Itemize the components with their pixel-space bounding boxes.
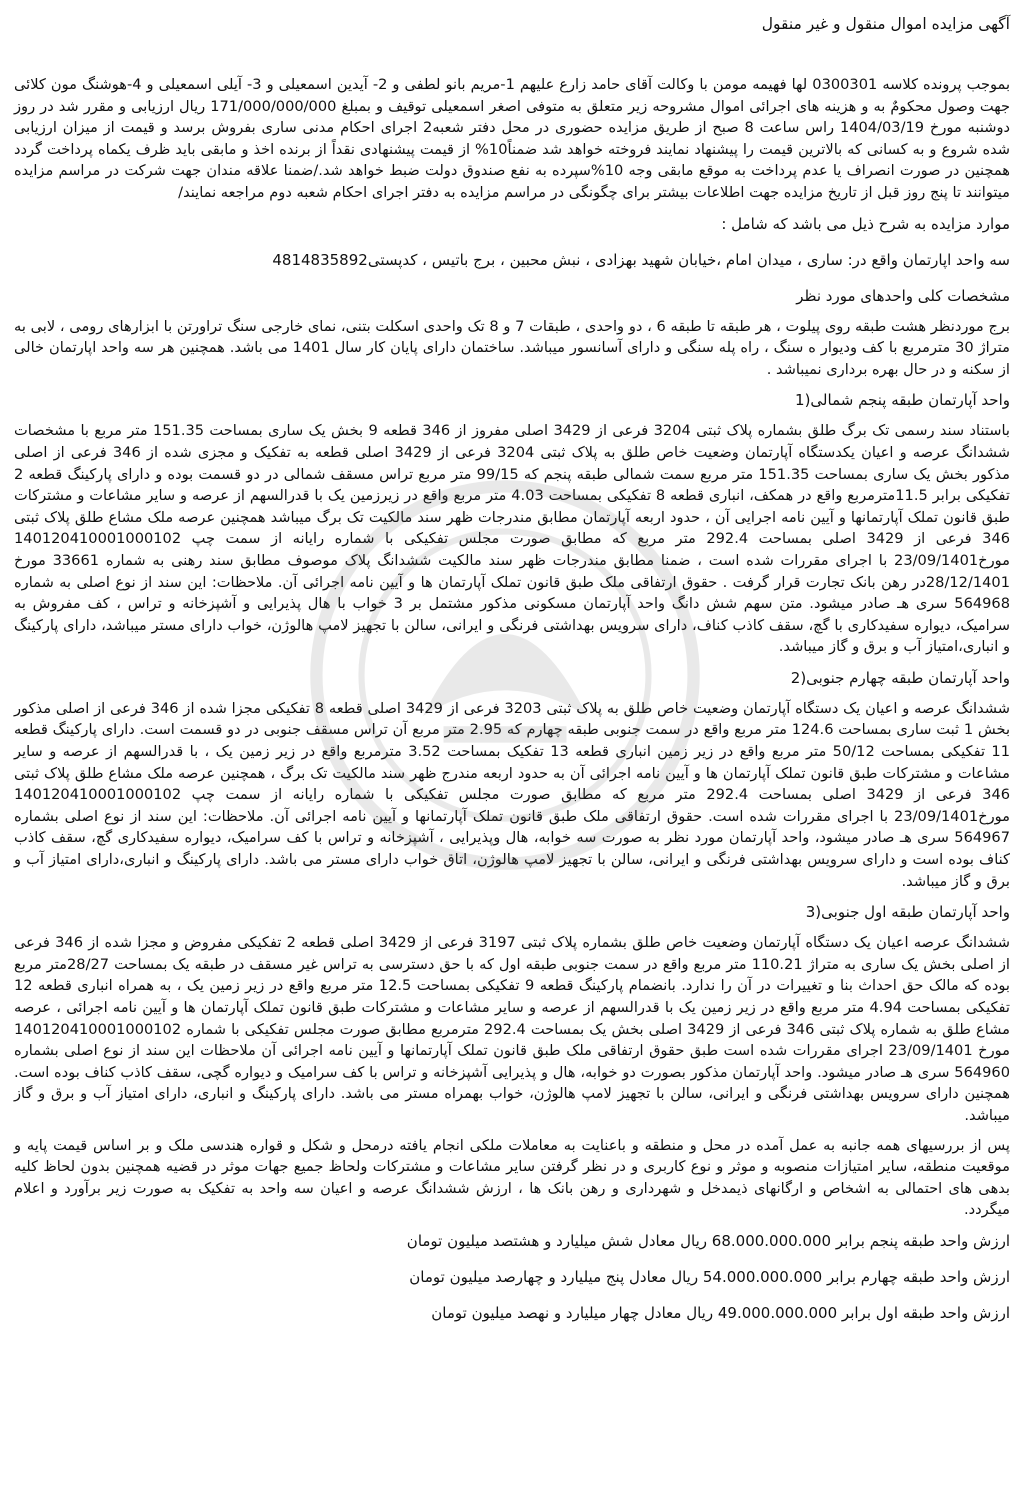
intro-paragraph: بموجب پرونده کلاسه 0300301 لها فهیمه مومن با وکالت آقای حامد زارع علیهم 1-مریم بانو لطفی و 2- آیدین اسمعیلی و 3- آیلی اسمعیلی و 4-هوشنگ مون کلائی جهت وصول محکومٌ به و هزینه های اجرائی اموال مشروحه زیر متعلق به متوفی اصغر اسمعیلی توقیف و بمبلغ 171/000/000/000 ریال ارزیابی و مقرر شد در روز دوشنبه مورخ 1404/03/19 راس ساعت 8 صبح از طریق مزایده حضوری در محل دفتر شعبه2 اجرای احکام مدنی ساری بفروش برسد و قیمت از میزان ارزیابی شده شروع و به کسانی که بالاترین قیمت را پیشنهاد نمایند فروخته خواهد شد ضمناً10% از قیمت پیشنهادی نقداً از برنده اخذ و مابقی باید ظرف یکماه پرداخت گردد همچنین در صورت انصراف یا عدم پرداخت به موقع مابقی وجه 10%سپرده به نفع صندوق دولت ضبط خواهد شد./ضمنا علاقه مندان جهت شرکت در مراسم مزایده میتوانند تا پنج روز قبل از تاریخ مزایده جهت اطلاعات بیشتر برای چگونگی در مراسم مزایده به دفتر اجرای احکام شعبه دوم مراجعه نمایند/ [14,76,1011,201]
general-specs-heading: مشخصات کلی واحدهای مورد نظر [796,286,1010,305]
property-location: سه واحد اپارتمان واقع در: ساری ، میدان امام ،خیابان شهید بهزادی ، نبش محبین ، برج باتیس ، کدپستی4814835892 [272,250,1010,269]
valuation-unit-4th: ارزش واحد طبقه چهارم برابر 54.000.000.000 ریال معادل پنج میلیارد و چهارصد میلیون تومان [409,1267,1010,1286]
page-title: آگهی مزایده اموال منقول و غیر منقول [761,15,1010,33]
unit-3-heading: واحد آپارتمان طبقه اول جنوبی(3 [805,903,1010,922]
assessment-paragraph: پس از بررسیهای همه جانبه به عمل آمده در محل و منطقه و باعنایت به معاملات ملکی انجام یافته درمحل و شکل و قواره هندسی ملک و بر اساس قیمت پایه و موقعیت منطقه، سایر امتیازات منصوبه و موثر و نوع کاربری و در نظر گرفتن سایر مشاعات و مشترکات ولحاظ جمیع جهات موثر در قضیه همچنین بدون لحاظ کلیه بدهی های احتمالی به اشخاص و ارگانهای ذیمدخل و شهرداری و رهن بانک ها ، ارزش ششدانگ عرصه و اعیان سه واحد به تفکیک به صورت زیر برآورد و اعلام میگردد. [14,1136,1010,1219]
valuation-unit-5th: ارزش واحد طبقه پنجم برابر 68.000.000.000 ریال معادل شش میلیارد و هشتصد میلیون تومان [406,1231,1010,1250]
unit-1-heading: واحد آپارتمان طبقه پنجم شمالی(1 [795,391,1010,410]
unit-2-heading: واحد آپارتمان طبقه چهارم جنوبی(2 [790,668,1010,687]
valuation-list [14,1229,1010,1325]
unit-3-text: ششدانگ عرصه اعیان یک دستگاه آپارتمان وضعیت خاص طلق بشماره پلاک ثبتی 3197 فرعی از 3429 اصلی قطعه 2 تفکیکی مفروض و مجزا شده از 346 فرعی از اصلی بخش یک ساری به متراژ 110.21 متر مربع واقع در سمت جنوبی طبقه اول که با حق دسترسی به تراس غیر مسقف در طبقه یک بمساحت 28/27متر مربع بوده که مالک حق احداث بنا و تغییرات در آن را ندارد. بانضمام پارکینگ قطعه 9 تفکیکی بمساحت 12.5 متر مربع واقع در زیر زمین یک ، به همراه انباری قطعه 12 تفکیکی بمساحت 4.94 متر مربع واقع در زیر زمین یک با قدرالسهم از عرصه و سایر مشاعات و مشترکات طبق قانون تملک آپارتمان ها و آیین نامه اجرائی ، عرصه مشاع طلق به شماره پلاک ثبتی 346 فرعی از 3429 اصلی بخش یک بمساحت 292.4 مترمربع مطابق صورت مجلس تفکیکی با شماره 140120410001000102 مورخ 23/09/1401 اجرای مقررات شده است طبق حقوق ارتفاقی ملک طبق قانون تملک آپارتمانها و آیین نامه اجرائی آن ملاحظات این سند از نوع اصلی بشماره 564960 سری هـ صادر میشود. واحد آپارتمان مذکور بصورت دو خوابه، هال و پذیرایی آشپزخانه و تراس با کف سرامیک و دیواره گچی، سقف کاذب کناف بوده است. همچنین دارای سرویس بهداشتی فرنگی و ایرانی، سالن با تجهیز لامپ هالوژن، خواب بهمراه مستر می باشد. دارای پارکینگ و انباری، دارای امتیاز آب و برق و گاز میباشد. [14,934,1011,1124]
valuation-unit-1st: ارزش واحد طبقه اول برابر 49.000.000.000 ریال معادل چهار میلیارد و نهصد میلیون تومان [431,1303,1010,1322]
general-specs-text: برج موردنظر هشت طبقه روی پیلوت ، هر طبقه تا طبقه 6 ، دو واحدی ، طبقات 7 و 8 تک واحدی اسکلت بتنی، نمای خارجی سنگ تراورتن با ابزارهای رومی ، لابی به متراژ 30 مترمربع با کف ودیوار ه سنگ ، راه پله سنگی و دارای آسانسور میباشد. ساختمان دارای پایان کار سال 1401 می باشد. همچنین هر سه واحد اپارتمان خالی از سکنه و در حال بهره برداری نمیباشد . [14,317,1010,378]
unit-1-text: باستناد سند رسمی تک برگ طلق بشماره پلاک ثبتی 3204 فرعی از 3429 اصلی مفروز از 346 قطعه 9 بخش یک ساری بمساحت 151.35 متر مربع با مشخصات ششدانگ عرصه و اعیان یکدستگاه آپارتمان وضعیت خاص طلق به پلاک ثبتی 3204 فرعی از 3429 اصلی قطعه به تفکیک و مجزی شده از 346 فرعی از اصلی مذکور بخش یک ساری بمساحت 151.35 متر مربع سمت شمالی طبقه پنجم که 99/15 متر مربع تراس مسقف شمالی در دو قسمت بوده و دارای پارکینگ قطعه 2 تفکیکی برابر 11.5مترمربع واقع در همکف، انباری قطعه 8 تفکیکی بمساحت 4.03 متر مربع واقع در زیرزمین یک با قدرالسهم از عرصه و سایر مشاعات و مشترکات طبق قانون تملک آپارتمانها و آیین نامه اجرایی آن ، حدود اربعه آپارتمان مطابق مندرجات ظهر سند مالکیت تک برگ میباشد همچنین عرصه ملک مشاع طلق پلاک ثبتی 346 فرعی از 3429 اصلی بمساحت 292.4 متر مربع که مطابق صورت مجلس تفکیکی با شماره رایانه از سمت چپ 140120410001000102 مورخ23/09/1401 با اجرای مقررات شده است ، ضمنا مطابق مندرجات ظهر سند مالکیت ششدانگ پلاک موصوف مطابق سند رهنی به شماره 33661 مورخ 28/12/1401در رهن بانک تجارت قرار گرفت . حقوق ارتفاقی ملک طبق قانون تملک آپارتمان ها و آیین نامه اجرائی آن. ملاحظات: این سند از نوع اصلی به شماره 564968 سری هـ صادر میشود. متن سهم شش دانگ واحد آپارتمان مسکونی مذکور مشتمل بر 3 خواب با هال پذیرایی و آشپزخانه و تراس ، کف مفروش به سرامیک، دیواره سفیدکاری با گچ، سقف کاذب کناف، دارای سرویس بهداشتی فرنگی و ایرانی، سالن با تجهیز لامپ هالوژن، خواب دارای مستر میباشد، دارای پارکینگ و انباری،امتیاز آب و برق و گاز میباشد. [14,422,1011,656]
items-intro: موارد مزایده به شرح ذیل می باشد که شامل : [721,214,1010,233]
unit-2-text: ششدانگ عرصه و اعیان یک دستگاه آپارتمان وضعیت خاص طلق به پلاک ثبتی 3203 فرعی از 3429 اصلی قطعه 8 تفکیکی مجزا شده از 346 فرعی از اصلی مذکور بخش 1 ثبت ساری بمساحت 124.6 متر مربع واقع در سمت جنوبی طبقه چهارم که 2.95 متر مربع آن تراس مسقف جنوبی در دو قسمت است. دارای پارکینگ قطعه 11 تفکیکی بمساحت 50/12 متر مربع واقع در زیر زمین انباری قطعه 13 تفکیک بمساحت 3.52 مترمربع واقع در زیر زمین یک ، با قدرالسهم از عرصه و سایر مشاعات و مشترکات طبق قانون تملک آپارتمان ها و آیین نامه اجرائی آن به حدود اربعه مندرج ظهر سند مالکیت تک برگ ، همچنین عرصه ملک مشاع طلق پلاک ثبتی 346 فرعی از 3429 اصلی بمساحت 292.4 متر مربع که مطابق صورت مجلس تفکیکی با شماره رایانه از سمت چپ 140120410001000102 مورخ23/09/1401 با اجرای مقررات شده است. حقوق ارتفاقی ملک طبق قانون تملک آپارتمانها و آیین نامه اجرائی آن. ملاحظات: این سند از نوع اصلی بشماره 564967 سری هـ صادر میشود، واحد آپارتمان مورد نظر به صورت سه خوابه، هال وپذیرایی ، آشپزخانه و تراس با کف سرامیک، دیواره سفیدکاری گچ، سقف کاذب کناف بوده است و دارای سرویس بهداشتی فرنگی و ایرانی، سالن با تجهیز لامپ هالوژن، اتاق خواب دارای مستر می باشد. دارای پارکینگ و انباری،دارای امتیاز آب و برق و گاز میباشد. [14,699,1011,890]
